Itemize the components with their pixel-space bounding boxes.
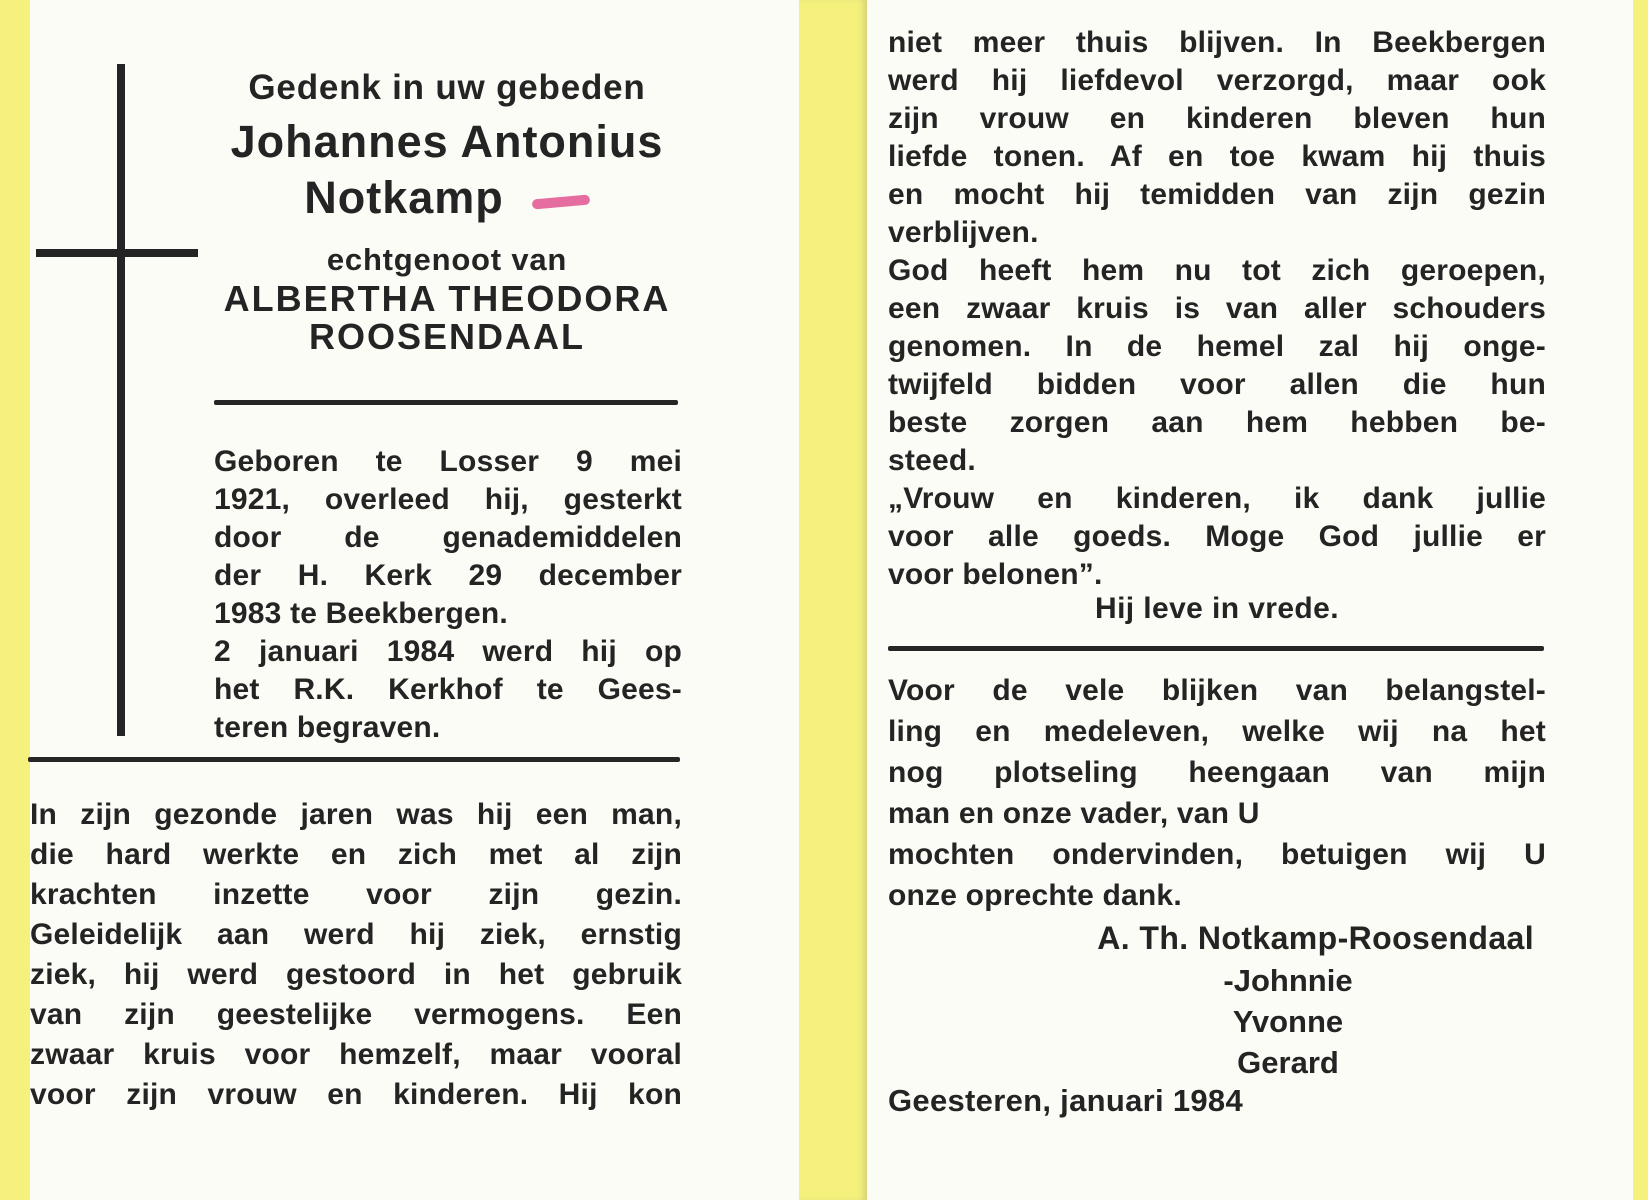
divider-rule-right [888, 646, 1544, 651]
thanks-paragraph-2 [888, 834, 1546, 916]
text-line: beste zorgen aan hem hebben be- [888, 406, 1546, 439]
text-line: 2 januari 1984 werd hij op [214, 635, 682, 668]
deceased-surname-row [214, 172, 680, 224]
text-line: nog plotseling heengaan van mijn [888, 756, 1546, 789]
text-line: steed. [888, 444, 976, 477]
right-edge-strip [1633, 0, 1648, 1200]
burial-paragraph [214, 633, 682, 747]
birth-death-block [214, 443, 682, 747]
thanks-block [888, 670, 1546, 916]
text-line: ling en medeleven, welke wij na het [888, 715, 1546, 748]
text-line: door de genademiddelen [214, 521, 682, 554]
signature-child: Gerard [1237, 1045, 1339, 1080]
text-line: voor belonen”. [888, 558, 1103, 591]
signature-child: Yvonne [1232, 1004, 1344, 1039]
cross-horizontal-bar [36, 249, 198, 257]
place-and-date: Geesteren, januari 1984 [888, 1083, 1243, 1118]
signature-children [1088, 960, 1488, 1083]
signature-child: -Johnnie [1223, 963, 1353, 998]
divider-rule-bottom [28, 757, 680, 762]
text-line: „Vrouw en kinderen, ik dank jullie [888, 482, 1546, 515]
text-line: teren begraven. [214, 711, 441, 744]
spouse-name-line-1: ALBERTHA THEODORA [223, 278, 671, 319]
text-line: zwaar kruis voor hemzelf, maar vooral [30, 1038, 682, 1071]
text-line: Geleidelijk aan werd hij ziek, ernstig [30, 918, 682, 951]
text-line: twijfeld bidden voor allen die hun [888, 368, 1546, 401]
text-line: ziek, hij werd gestoord in het gebruik [30, 958, 682, 991]
spouse-label: echtgenoot van [326, 242, 568, 277]
text-line: het R.K. Kerkhof te Gees- [214, 673, 682, 706]
text-line: niet meer thuis blijven. In Beekbergen [888, 26, 1546, 59]
text-line: genomen. In de hemel zal hij onge- [888, 330, 1546, 363]
pink-marker-stroke [531, 194, 590, 209]
text-line: liefde tonen. Af en toe kwam hij thuis [888, 140, 1546, 173]
text-line: voor zijn vrouw en kinderen. Hij kon [30, 1078, 682, 1111]
text-line: Geboren te Losser 9 mei [214, 445, 682, 478]
text-line: man en onze vader, van U [888, 797, 1260, 830]
text-line: 1921, overleed hij, gesterkt [214, 483, 682, 516]
text-line: Voor de vele blijken van belangstel- [888, 674, 1546, 707]
text-line: van zijn geestelijke vermogens. Een [30, 998, 682, 1031]
text-line: onze oprechte dank. [888, 879, 1182, 912]
text-line: werd hij liefdevol verzorgd, maar ook [888, 64, 1546, 97]
spouse-name-line-2: ROOSENDAAL [308, 316, 585, 357]
text-line: In zijn gezonde jaren was hij een man, [30, 798, 682, 831]
text-line: 1983 te Beekbergen. [214, 597, 508, 630]
quote-paragraph [888, 480, 1546, 594]
intro-line: Gedenk in uw gebeden [248, 68, 646, 107]
cross-vertical-bar [117, 64, 125, 736]
text-line: verblijven. [888, 216, 1039, 249]
text-line: een zwaar kruis is van aller schouders [888, 292, 1546, 325]
text-line: mochten ondervinden, betuigen wij U [888, 838, 1546, 871]
text-line: God heeft hem nu tot zich geroepen, [888, 254, 1546, 287]
motto-line: Hij leve in vrede. [1095, 592, 1339, 625]
deceased-surname: Notkamp [304, 172, 504, 223]
left-edge-strip [0, 0, 30, 1200]
divider-rule-top [214, 400, 678, 405]
thanks-paragraph-1 [888, 670, 1546, 834]
text-line: die hard werkte en zich met al zijn [30, 838, 682, 871]
birth-paragraph [214, 443, 682, 633]
life-paragraph [30, 795, 682, 1115]
center-fold-strip [799, 0, 867, 1200]
care-paragraph [888, 24, 1546, 252]
god-paragraph [888, 252, 1546, 480]
text-line: zijn vrouw en kinderen bleven hun [888, 102, 1546, 135]
deceased-first-names: Johannes Antonius [230, 116, 664, 167]
text-line: krachten inzette voor zijn gezin. [30, 878, 682, 911]
text-line: voor alle goeds. Moge God jullie er [888, 520, 1546, 553]
right-upper-text [888, 24, 1546, 594]
text-line: en mocht hij temidden van zijn gezin [888, 178, 1546, 211]
text-line: der H. Kerk 29 december [214, 559, 682, 592]
signature-name: A. Th. Notkamp-Roosendaal [1097, 920, 1534, 956]
